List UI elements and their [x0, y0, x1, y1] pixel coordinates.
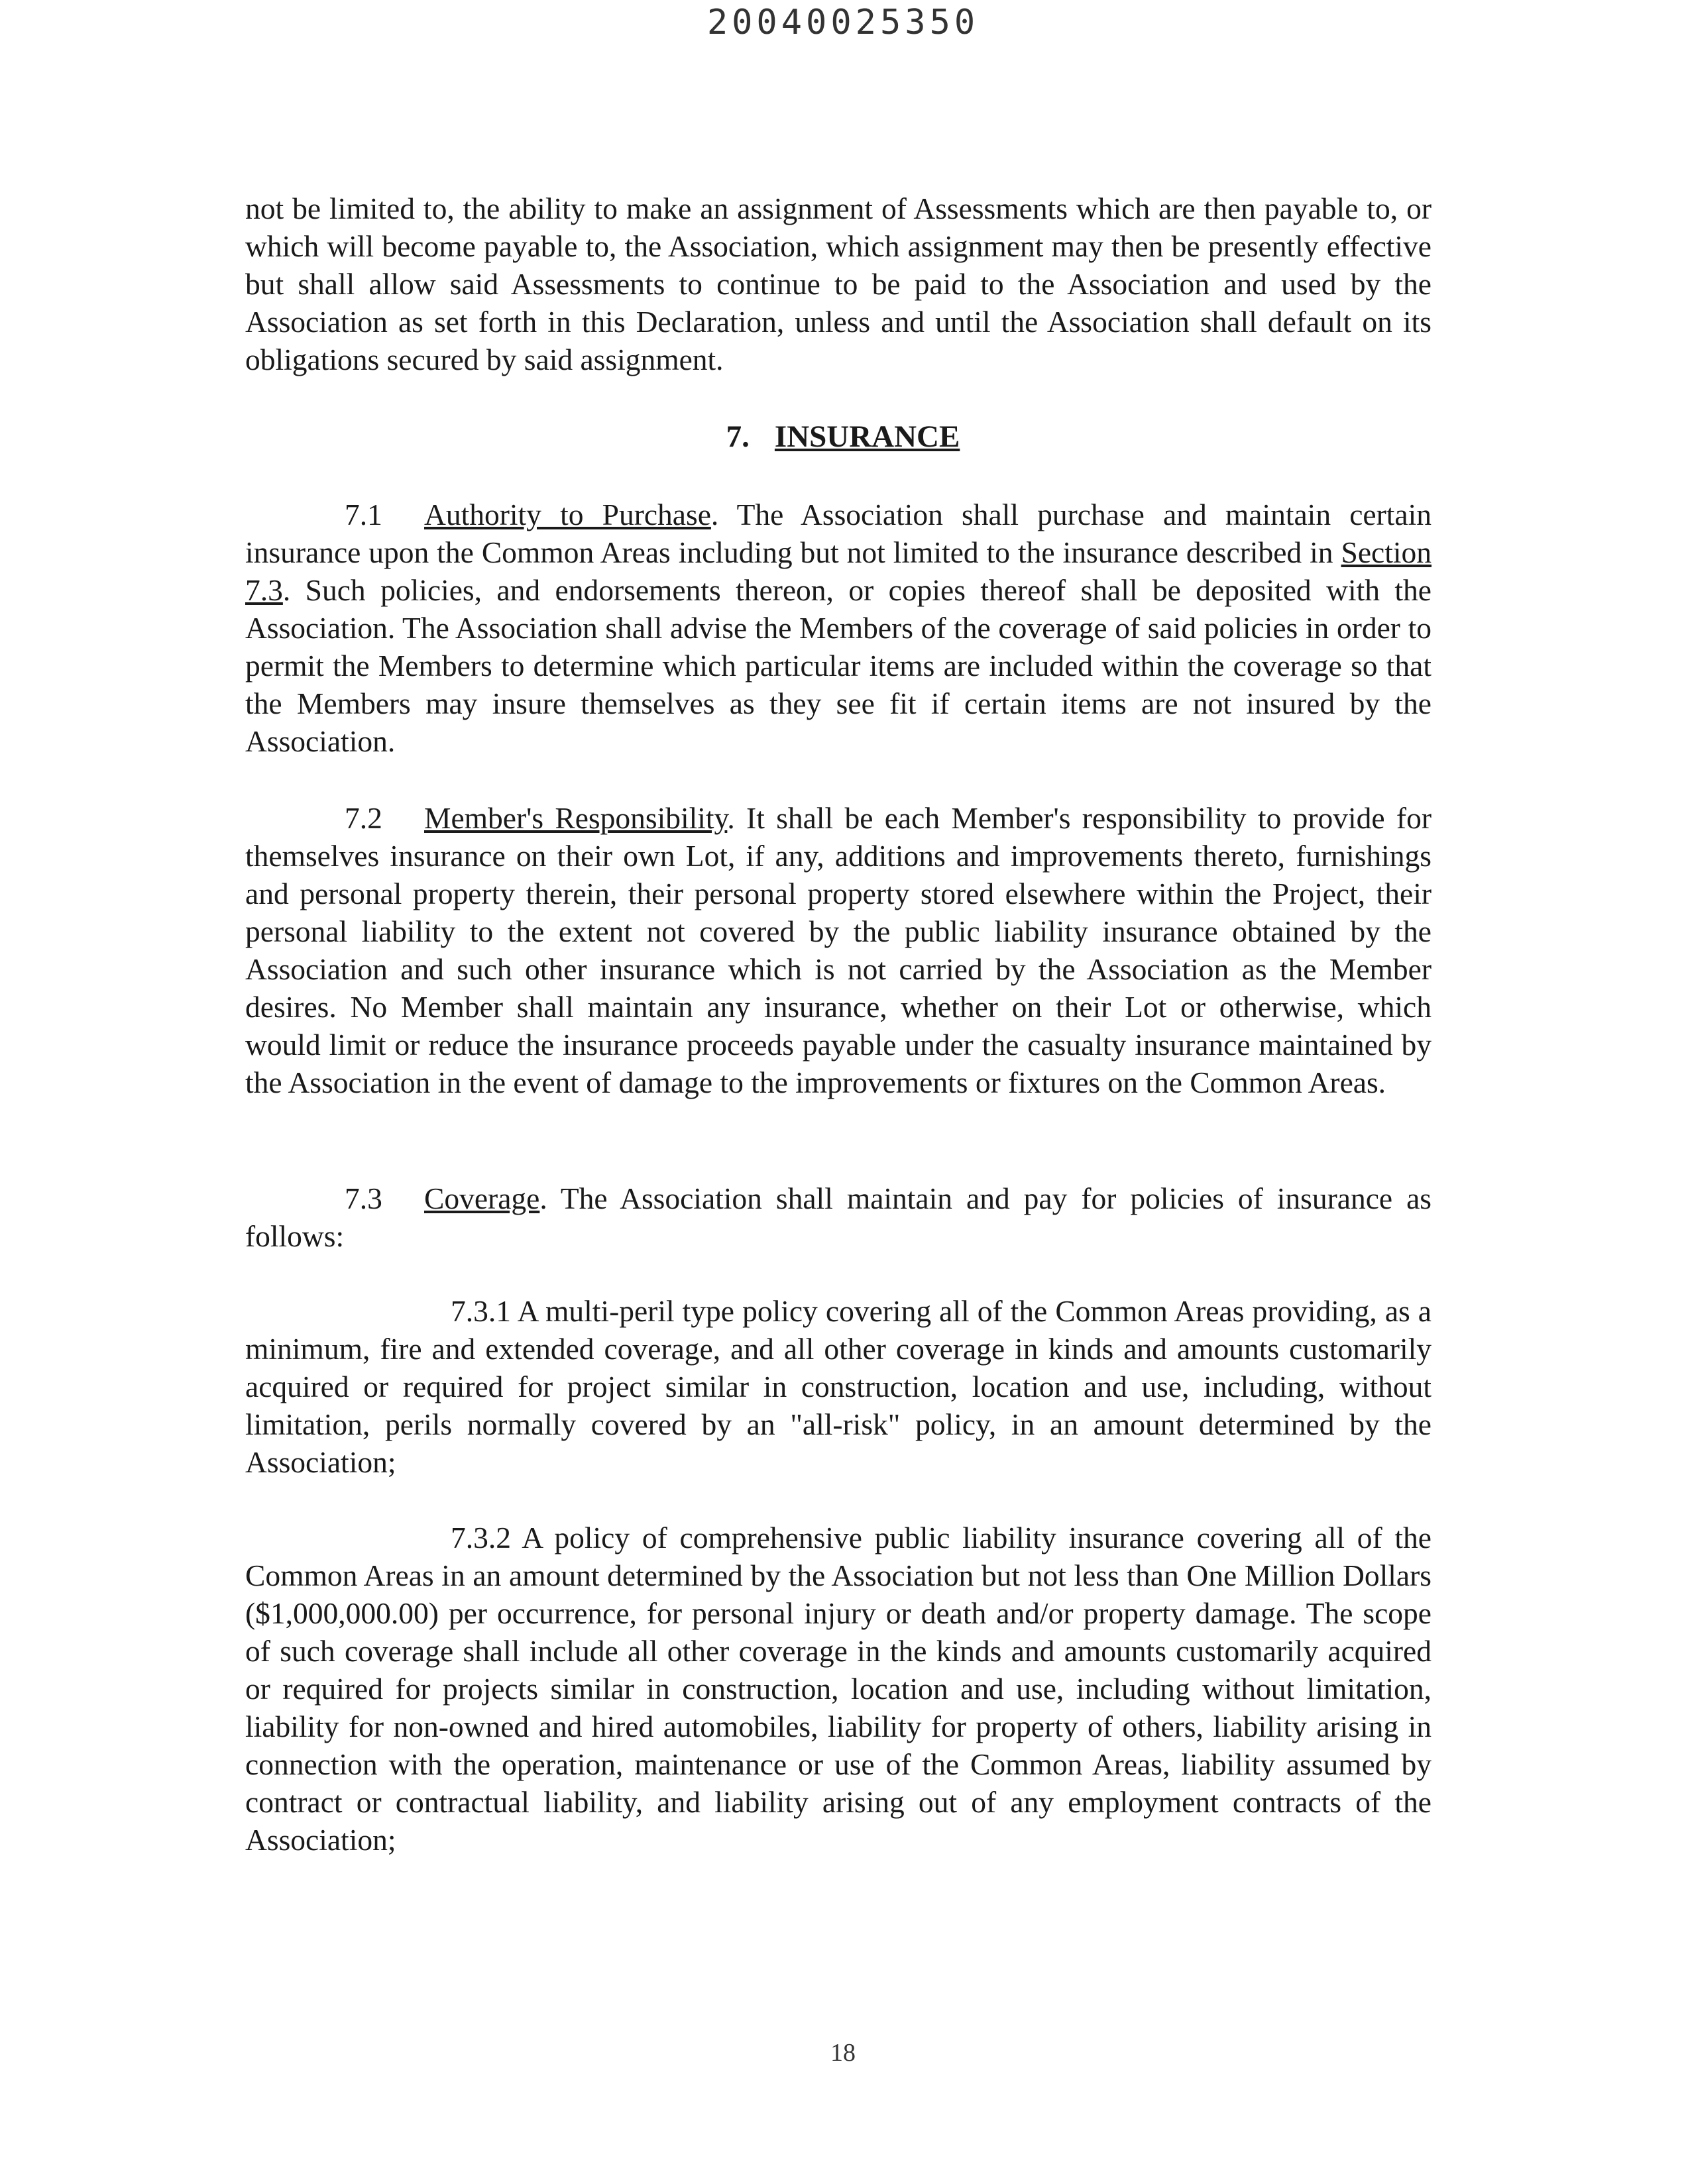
subsection-text: . It shall be each Member's responsibility to provide for themselves insurance on their own Lot, if any, additions and improvements thereto, furnishings and personal property therein, their personal property stored elsewhere within the Project, their personal liability to the extent not covered by the public liability insurance obtained by the Association and such other insurance which is not carried by the Association as the Member desires. No Member shall maintain any insurance, whether on their Lot or otherwise, which would limit or reduce the insurance proceeds payable under the casualty insurance maintained by the Association in the event of damage to the improvements or fixtures on the Common Areas.	[245, 801, 1432, 1099]
subsection-text: . The Association shall maintain and pay for policies of insurance as follows:	[245, 1181, 1432, 1253]
subsection-text: A multi-peril type policy covering all of the Common Areas providing, as a minimum, fire and extended coverage, and all other coverage in kinds and amounts customarily acquired or required for project similar in construction, location and use, including, without limitation, perils normally covered by an "all-risk" policy, in an amount determined by the Association;	[245, 1294, 1432, 1479]
continuation-paragraph: not be limited to, the ability to make an assignment of Assessments which are then payable to, or which will become payable to, the Association, which assignment may then be presently effective but shall allow said Assessments to continue to be paid to the Association and used by the Association as set forth in this Declaration, unless and until the Association shall default on its obligations secured by said assignment.	[245, 191, 1432, 376]
section-number: 7.	[726, 419, 750, 454]
subsection-7-1	[245, 496, 1432, 760]
subsection-title: Member's Responsibility	[424, 801, 728, 835]
section-title: INSURANCE	[774, 419, 960, 454]
subsection-7-3	[245, 1179, 1432, 1255]
subsection-text: A policy of comprehensive public liability insurance covering all of the Common Areas in an amount determined by the Association but not less than One Million Dollars ($1,000,000.00) per occurrence, for personal injury or death and/or property damage. The scope of such coverage shall include all other coverage in the kinds and amounts customarily acquired or required for projects similar in construction, location and use, including without limitation, liability for non-owned and hired automobiles, liability for property of others, liability arising in connection with the operation, maintenance or use of the Common Areas, liability assumed by contract or contractual liability, and liability arising out of any employment contracts of the Association;	[245, 1521, 1432, 1857]
subsection-text: . Such policies, and endorsements thereon, or copies thereof shall be deposited with the Association. The Association shall advise the Members of the coverage of said policies in order to permit the Members to determine which particular items are included within the coverage so that the Members may insure themselves as they see fit if certain items are not insured by the Association.	[245, 573, 1432, 758]
subsection-number: 7.2	[345, 801, 382, 835]
subsection-7-2	[245, 799, 1432, 1101]
section-reference: Section 7.3	[245, 535, 1432, 607]
subsection-number: 7.3.2	[451, 1521, 511, 1555]
page-number: 18	[830, 2039, 856, 2067]
subsection-text: . The Association shall purchase and maintain certain insurance upon the Common Areas including but not limited to the insurance described in	[245, 498, 1432, 569]
subsection-7-3-1	[245, 1292, 1432, 1481]
subsection-number: 7.1	[345, 498, 382, 531]
subsection-title: Coverage	[424, 1181, 540, 1215]
subsection-title: Authority to Purchase	[424, 498, 711, 531]
subsection-number: 7.3.1	[451, 1294, 511, 1328]
section-heading	[0, 419, 1686, 455]
subsection-7-3-2	[245, 1519, 1432, 1859]
subsection-number: 7.3	[345, 1181, 382, 1215]
document-number: 20040025350	[706, 3, 980, 42]
